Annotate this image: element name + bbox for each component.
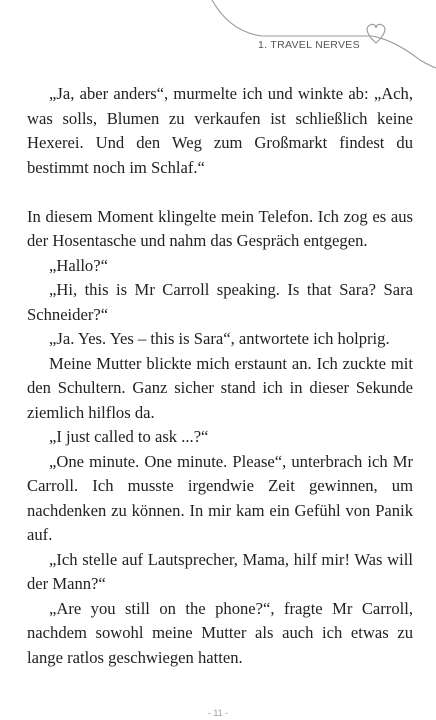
paragraph: „Are you still on the phone?“, fragte Mr Carroll, nachdem sowohl meine Mutter als auch ich etwas zu lange ratlos geschwiegen hatten. (27, 598, 413, 667)
page-number: - 11 - (207, 708, 229, 718)
paragraph: „Hallo?“ (49, 255, 108, 275)
paragraph: „Ja. Yes. Yes – this is Sara“, antwortete ich holprig. (49, 329, 390, 348)
paragraph: „Hi, this is Mr Carroll speaking. Is that Sara? Sara Schneider?“ (27, 280, 413, 324)
curved-header-line (212, 0, 436, 68)
paragraph: „Ich stelle auf Lautsprecher, Mama, hilf mir! Was will der Mann?“ (27, 549, 413, 593)
heart-icon (367, 24, 385, 43)
running-header-chapter-title: 1. TRAVEL NERVES (258, 39, 360, 51)
paragraph: „I just called to ask ...?“ (49, 427, 209, 446)
body-text (27, 82, 413, 670)
paragraph: „One minute. One minute. Please“, unterbrach ich Mr Carroll. Ich musste irgendwie Zeit gewinnen, um nachdenken zu können. In mir kam ein Gefühl von Panik auf. (27, 451, 413, 544)
paragraph: In diesem Moment klingelte mein Telefon. Ich zog es aus der Hosentasche und nahm das Gespräch entgegen. (27, 206, 413, 250)
paragraph: Meine Mutter blickte mich erstaunt an. Ich zuckte mit den Schultern. Ganz sicher stand ich in dieser Sekunde ziemlich hilflos da. (27, 353, 413, 422)
chapter-header-ornament (0, 0, 436, 80)
paragraph: „Ja, aber anders“, murmelte ich und winkte ab: „Ach, was solls, Blumen zu verkaufen ist schließlich keine Hexerei. Und den Weg zum Großmarkt findest du bestimmt noch im Schlaf.“ (27, 84, 413, 177)
